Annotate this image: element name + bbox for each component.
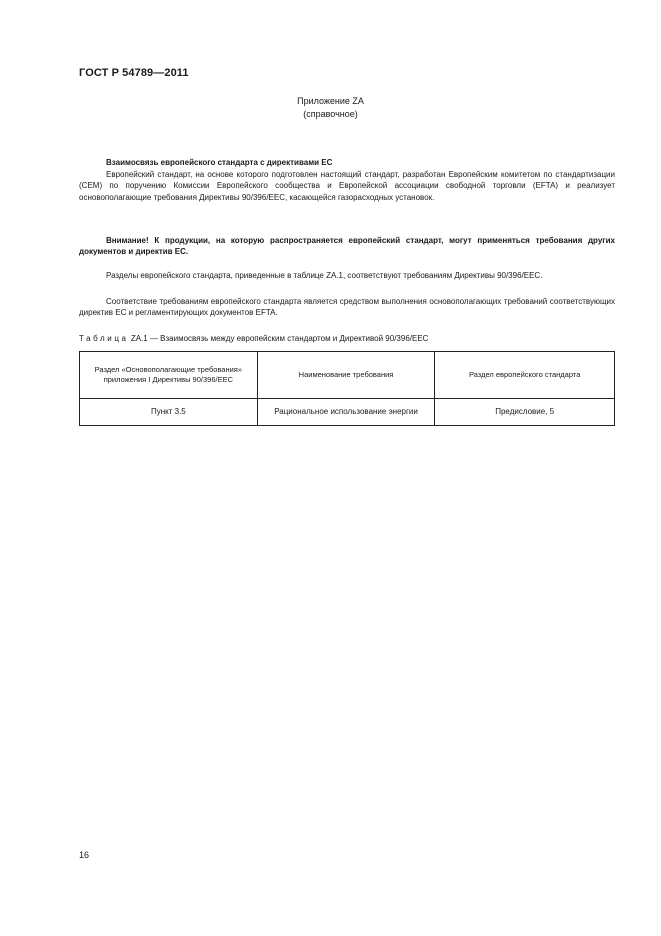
notice-paragraph: Внимание! К продукции, на которую распространяется европейский стандарт, могут применяться требования других документов и директив ЕС. xyxy=(79,236,615,257)
table-cell: Рациональное использование энергии xyxy=(257,399,435,426)
table-caption-label: Таблица xyxy=(79,334,129,343)
table-cell: Предисловие, 5 xyxy=(435,399,615,426)
table-header-standard-section: Раздел европейского стандарта xyxy=(435,352,615,399)
table-header-requirement-name: Наименование требования xyxy=(257,352,435,399)
table-row xyxy=(80,399,615,426)
annex-title: Приложение ZA xyxy=(297,96,364,106)
annex-subtitle: (справочное) xyxy=(303,109,358,119)
section-heading: Взаимосвязь европейского стандарта с директивами ЕС xyxy=(106,158,333,167)
table-header-row xyxy=(80,352,615,399)
correspondence-table xyxy=(79,351,615,426)
table-cell: Пункт 3.5 xyxy=(80,399,258,426)
paragraph-sections: Разделы европейского стандарта, приведенные в таблице ZA.1, соответствуют требованиям Директивы 90/396/EEC. xyxy=(106,271,543,280)
annex-title-block xyxy=(0,95,661,121)
paragraph-conformity: Соответствие требованиям европейского стандарта является средством выполнения основополагающих требований соответствующих директив ЕС и регламентирующих документов EFTA. xyxy=(79,297,615,318)
table-caption-text: ZA.1 — Взаимосвязь между европейским стандартом и Директивой 90/396/EEC xyxy=(130,334,429,343)
table-header-directive-section: Раздел «Основополагающие требования» приложения I Директивы 90/396/EEC xyxy=(80,352,258,399)
page-number: 16 xyxy=(79,850,90,860)
table-caption xyxy=(79,334,428,343)
paragraph-intro: Европейский стандарт, на основе которого подготовлен настоящий стандарт, разработан Европейским комитетом по стандартизации (CEM) по поручению Комиссии Европейского сообщества и Европейской ассоциации свободной торговли (EFTA) и реализует основополагающие требования Директивы 90/396/EEC, касающейся газорасходных установок. xyxy=(79,170,615,202)
document-header: ГОСТ Р 54789—2011 xyxy=(79,67,189,79)
